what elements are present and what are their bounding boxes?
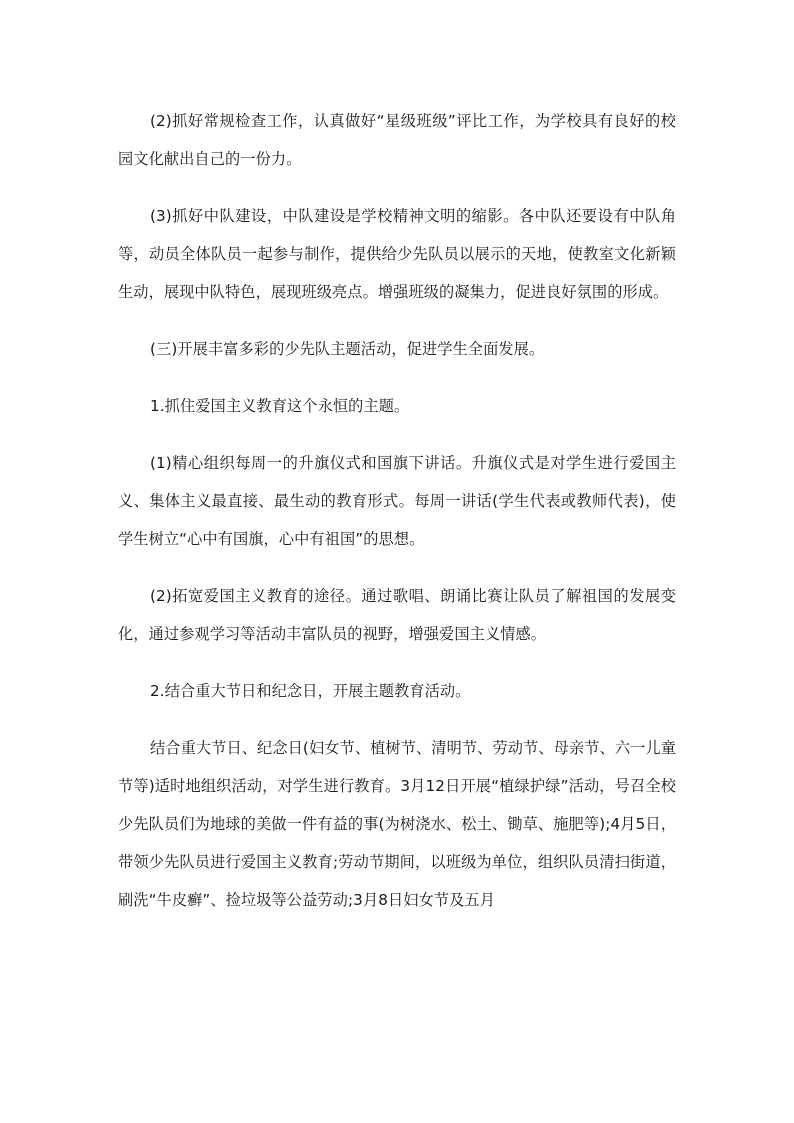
document-body xyxy=(118,102,676,919)
paragraph-patriotic-channels: (2)拓宽爱国主义教育的途径。通过歌唱、朗诵比赛让队员了解祖国的发展变化，通过参观学习等活动丰富队员的视野，增强爱国主义情感。 xyxy=(118,587,676,643)
subheading-patriotic-education: 1.抓住爱国主义教育这个永恒的主题。 xyxy=(150,397,410,415)
paragraph-squad-building: (3)抓好中队建设，中队建设是学校精神文明的缩影。各中队还要设有中队角等，动员全体队员一起参与制作，提供给少先队员以展示的天地，使教室文化新颖生动，展现中队特色，展现班级亮点。增强班级的凝集力，促进良好氛围的形成。 xyxy=(118,207,676,301)
paragraph-class-inspection: (2)抓好常规检查工作，认真做好“星级班级”评比工作，为学校具有良好的校园文化献出自己的一份力。 xyxy=(118,112,676,168)
section-heading-theme-activities: (三)开展丰富多彩的少先队主题活动，促进学生全面发展。 xyxy=(150,340,545,358)
paragraph-festival-details: 结合重大节日、纪念日(妇女节、植树节、清明节、劳动节、母亲节、六一儿童节等)适时地组织活动，对学生进行教育。3月12日开展“植绿护绿”活动，号召全校少先队员们为地球的美做一件有益的事(为树浇水、松土、锄草、施肥等);4月5日，带领少先队员进行爱国主义教育;劳动节期间，以班级为单位，组织队员清扫街道，刷洗“牛皮癣”、捡垃圾等公益劳动;3月8日妇女节及五月 xyxy=(118,739,676,909)
paragraph-flag-ceremony: (1)精心组织每周一的升旗仪式和国旗下讲话。升旗仪式是对学生进行爱国主义、集体主义最直接、最生动的教育形式。每周一讲话(学生代表或教师代表)，使学生树立“心中有国旗，心中有祖国”的思想。 xyxy=(118,454,676,548)
subheading-festival-activities: 2.结合重大节日和纪念日，开展主题教育活动。 xyxy=(150,682,471,700)
